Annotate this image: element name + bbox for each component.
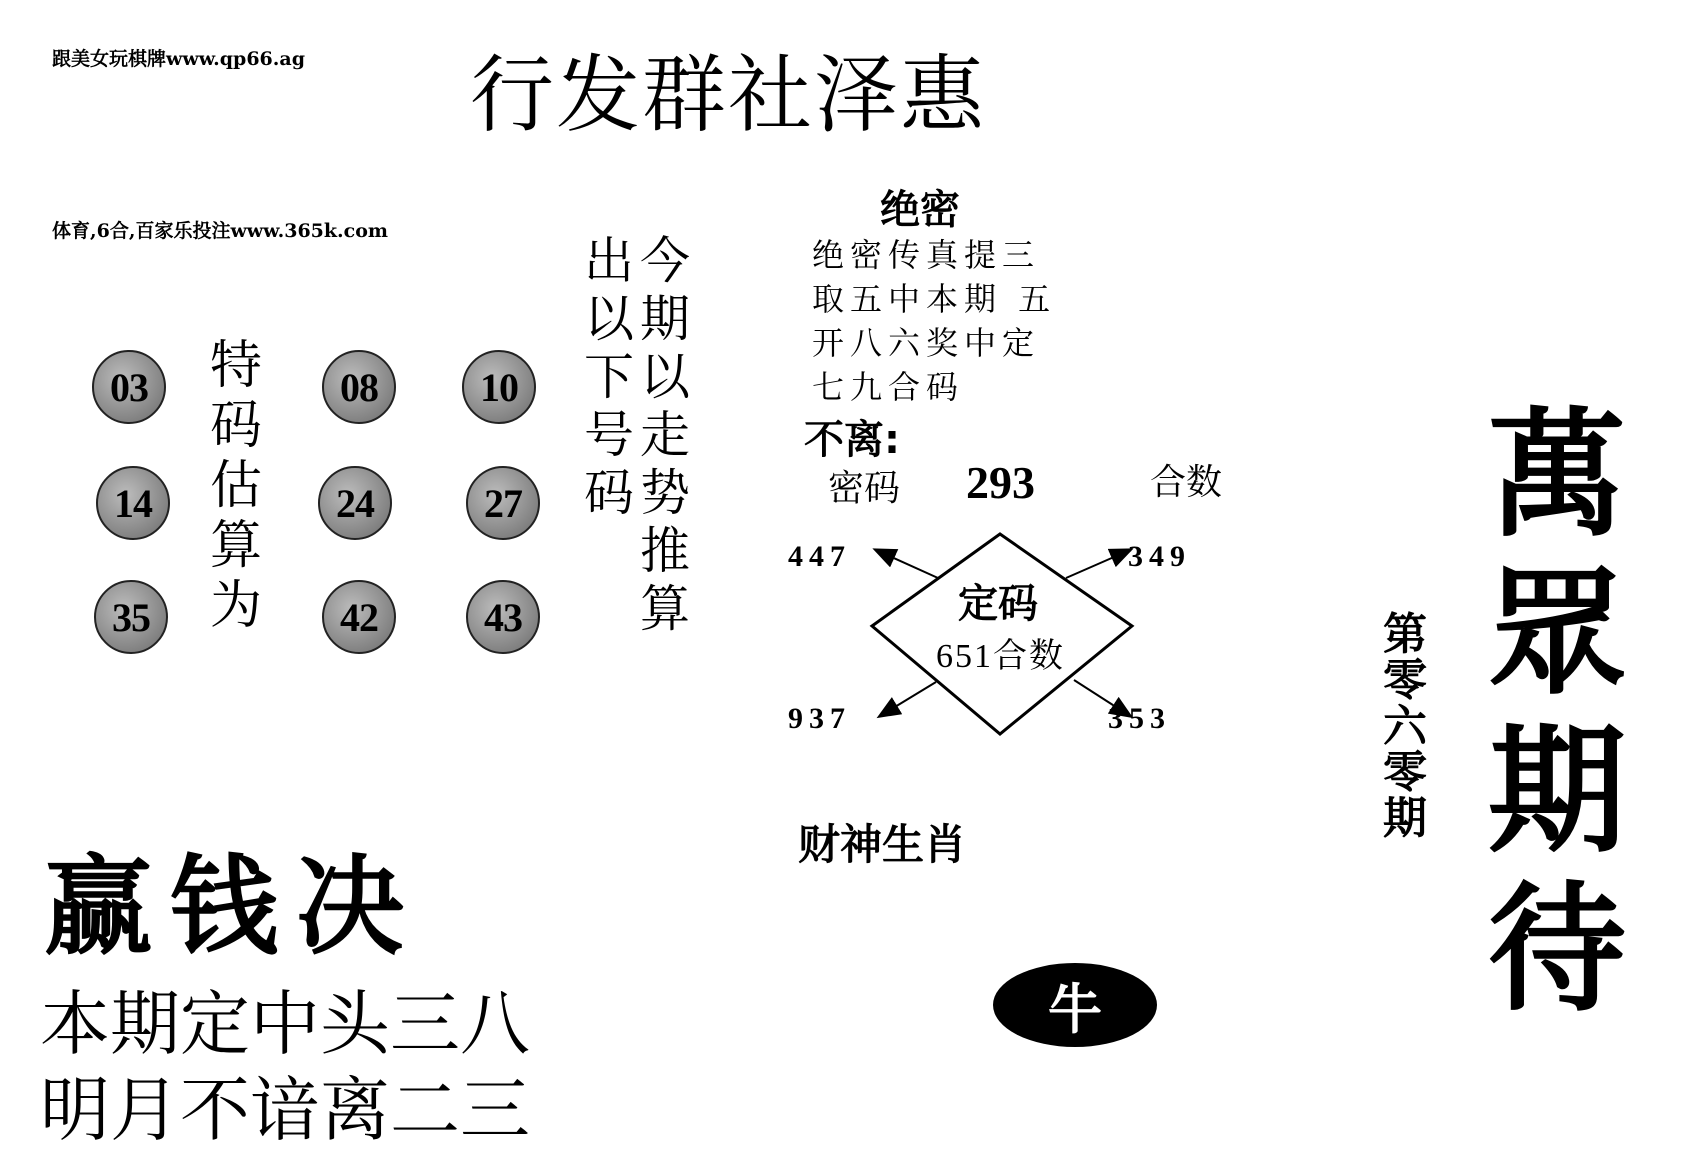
number-ball: 03 <box>92 350 166 424</box>
caishen-label: 财神生肖 <box>798 820 967 869</box>
zodiac-badge: 牛 <box>993 963 1157 1047</box>
verse-line: 本期定中头三八 <box>40 983 530 1065</box>
slogan-char: 待 <box>1488 867 1627 1030</box>
dingma-value: 651合数 <box>936 638 1065 675</box>
dingma-top-left: 447 <box>788 540 851 573</box>
trend-char: 今 <box>640 232 690 290</box>
trend-char: 走 <box>640 406 690 464</box>
mima-suffix: 合数 <box>1150 462 1223 503</box>
dingma-bottom-right: 353 <box>1108 702 1171 735</box>
trend-char: 号 <box>584 406 634 464</box>
special-label-char: 码 <box>210 396 263 456</box>
trend-text-col2 <box>584 232 634 522</box>
trend-char: 推 <box>640 522 690 580</box>
slogan-char: 眾 <box>1488 551 1627 714</box>
issue-char: 期 <box>1383 793 1427 844</box>
page-title: 行发群社泽惠 <box>470 46 987 144</box>
special-label-char: 为 <box>210 576 263 636</box>
arrow-top-left <box>876 550 938 578</box>
number-ball: 10 <box>462 350 536 424</box>
special-label-char: 算 <box>210 516 263 576</box>
number-ball: 27 <box>466 466 540 540</box>
trend-char: 下 <box>584 348 634 406</box>
number-ball: 42 <box>322 580 396 654</box>
special-code-label <box>210 336 262 636</box>
mima-label: 密码 <box>828 468 901 509</box>
trend-char: 出 <box>584 232 634 290</box>
trend-char: 期 <box>640 290 690 348</box>
arrow-bottom-left <box>880 682 936 716</box>
slogan-char: 萬 <box>1488 393 1627 556</box>
win-title: 赢钱决 <box>44 844 423 970</box>
secret-line: 绝密传真提三 <box>812 236 1041 274</box>
trend-text-col1 <box>640 232 690 638</box>
buli-label: 不离: <box>804 417 900 463</box>
issue-char: 零 <box>1383 747 1427 798</box>
number-ball: 43 <box>466 580 540 654</box>
slogan-vertical <box>1488 393 1627 1030</box>
dingma-bottom-left: 937 <box>788 702 851 735</box>
trend-char: 势 <box>640 464 690 522</box>
slogan-char: 期 <box>1488 709 1627 872</box>
trend-char: 以 <box>584 290 634 348</box>
number-ball: 35 <box>94 580 168 654</box>
issue-char: 第 <box>1383 609 1427 660</box>
special-label-char: 特 <box>210 336 263 396</box>
number-ball: 14 <box>96 466 170 540</box>
mima-value: 293 <box>966 457 1035 508</box>
issue-char: 零 <box>1383 655 1427 706</box>
arrow-top-right <box>1066 550 1130 578</box>
secret-line: 七九合码 <box>812 368 965 406</box>
dingma-title: 定码 <box>958 581 1038 627</box>
secret-line: 取五中本期 五 <box>812 280 1057 318</box>
dingma-top-right: 349 <box>1128 540 1191 573</box>
number-ball: 24 <box>318 466 392 540</box>
verse-line: 明月不谙离二三 <box>40 1069 530 1151</box>
ad-text-top: 跟美女玩棋牌www.qp66.ag <box>52 48 305 70</box>
issue-number-vertical <box>1383 609 1427 844</box>
trend-char: 以 <box>640 348 690 406</box>
ad-text-mid: 体育,6合,百家乐投注www.365k.com <box>52 220 389 242</box>
trend-char: 码 <box>584 464 634 522</box>
number-ball: 08 <box>322 350 396 424</box>
secret-line: 开八六奖中定 <box>812 324 1041 362</box>
issue-char: 六 <box>1383 701 1427 752</box>
secret-title: 绝密 <box>880 187 960 233</box>
special-label-char: 估 <box>210 456 263 516</box>
trend-char: 算 <box>640 580 690 638</box>
